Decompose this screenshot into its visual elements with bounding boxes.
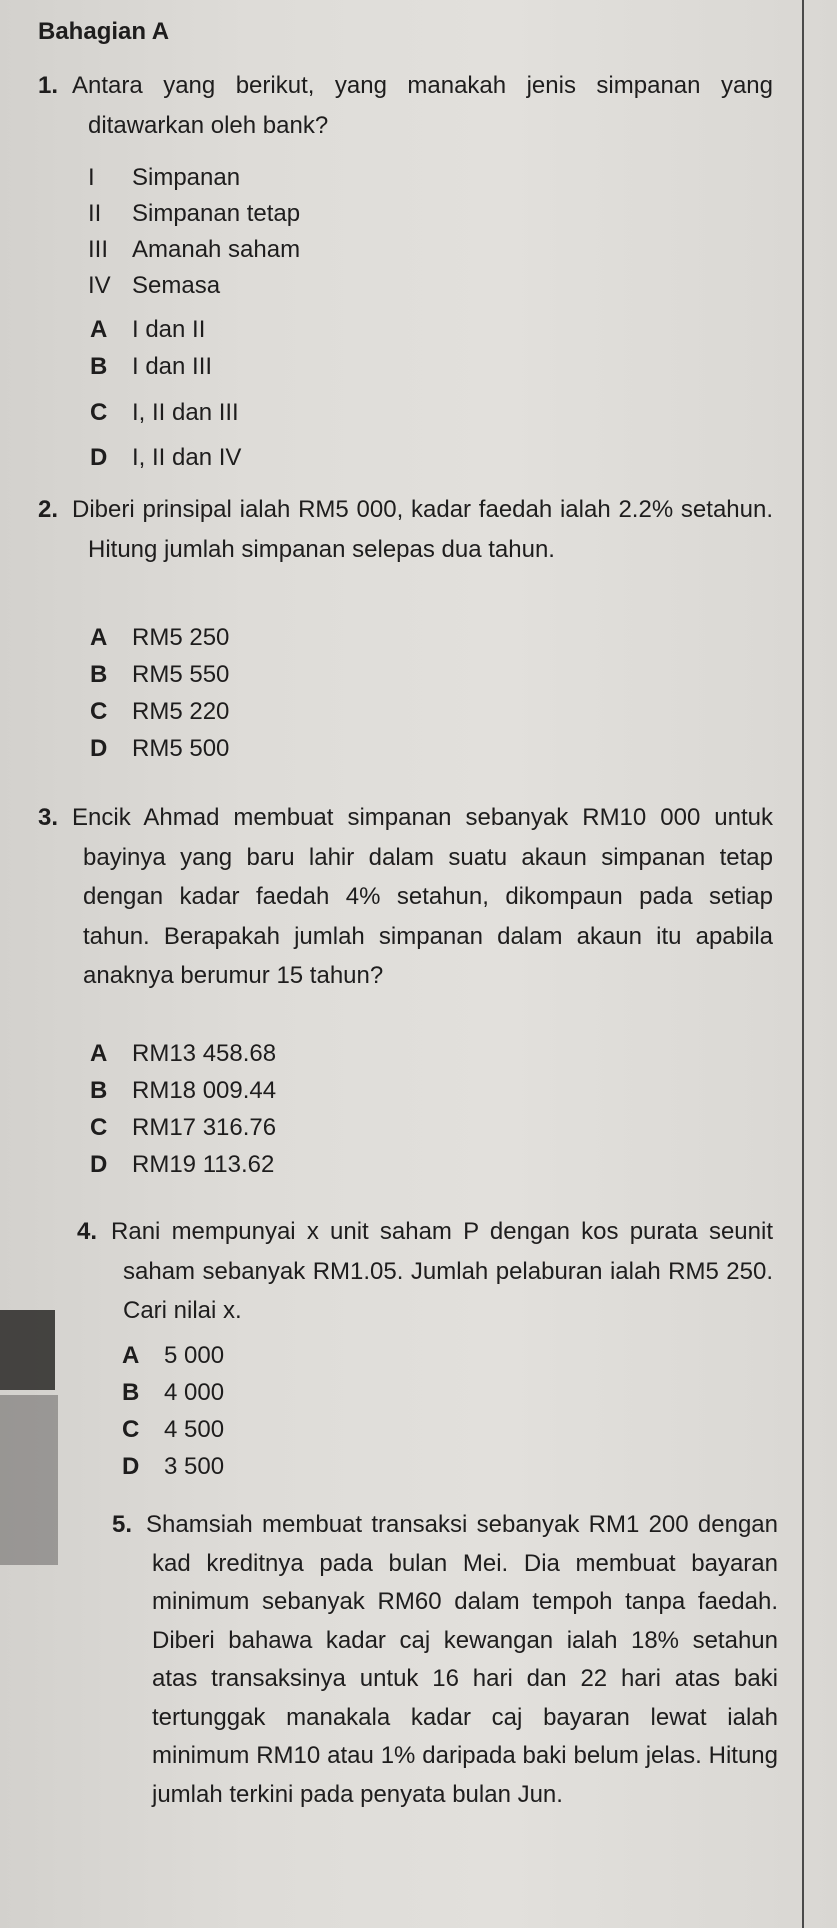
section-title: Bahagian A xyxy=(38,18,170,45)
question-number: 2. xyxy=(38,496,59,523)
question-text: Shamsiah membuat transaksi sebanyak RM1 200 dengan kad kreditnya pada bulan Mei. Dia membuat bayaran minimum sebanyak RM60 dalam tempoh tanpa faedah. Diberi bahawa kadar caj kewangan ialah 18% setahun atas transaksinya untuk 16 hari dan 22 hari atas baki tertunggak manakala kadar caj bayaran lewat ialah minimum RM10 atau 1% daripada baki belum jelas. Hitung jumlah terkini pada penyata bulan Jun. xyxy=(146,1511,778,1808)
statement-1: I Simpanan xyxy=(88,164,241,191)
option-b: B I dan III xyxy=(90,353,213,380)
margin-rule xyxy=(802,0,804,1928)
option-d: D 3 500 xyxy=(122,1453,225,1480)
option-d: D I, II dan IV xyxy=(90,444,242,471)
option-b: B RM5 550 xyxy=(90,661,230,688)
statement-4: IV Semasa xyxy=(88,272,221,299)
option-c: C I, II dan III xyxy=(90,399,239,426)
question-number: 1. xyxy=(38,72,59,99)
option-a: A I dan II xyxy=(90,316,206,343)
question-number: 3. xyxy=(38,804,59,831)
question-1 xyxy=(38,66,773,145)
option-a: A RM5 250 xyxy=(90,624,230,651)
option-b: B RM18 009.44 xyxy=(90,1077,277,1104)
statement-2: II Simpanan tetap xyxy=(88,200,301,227)
question-4 xyxy=(77,1212,773,1331)
question-text: Rani mempunyai x unit saham P dengan kos purata seunit saham sebanyak RM1.05. Jumlah pelaburan ialah RM5 250. Cari nilai x. xyxy=(111,1218,773,1324)
option-a: A 5 000 xyxy=(122,1342,225,1369)
option-b: B 4 000 xyxy=(122,1379,225,1406)
question-5 xyxy=(112,1506,778,1814)
question-text: Antara yang berikut, yang manakah jenis simpanan yang ditawarkan oleh bank? xyxy=(72,72,773,139)
question-text: Encik Ahmad membuat simpanan sebanyak RM10 000 untuk bayinya yang baru lahir dalam suatu akaun simpanan tetap dengan kadar faedah 4% setahun, dikompaun pada setiap tahun. Berapakah jumlah simpanan dalam akaun itu apabila anaknya berumur 15 tahun? xyxy=(72,804,773,989)
question-3 xyxy=(38,798,773,996)
page-edge-shadow xyxy=(0,1395,58,1565)
option-a: A RM13 458.68 xyxy=(90,1040,277,1067)
statement-3: III Amanah saham xyxy=(88,236,301,263)
question-number: 4. xyxy=(77,1218,98,1245)
page-edge-shadow xyxy=(0,1310,55,1390)
option-c: C RM17 316.76 xyxy=(90,1114,277,1141)
question-2 xyxy=(38,490,773,569)
option-d: D RM19 113.62 xyxy=(90,1151,275,1178)
option-c: C 4 500 xyxy=(122,1416,225,1443)
option-d: D RM5 500 xyxy=(90,735,230,762)
question-text: Diberi prinsipal ialah RM5 000, kadar faedah ialah 2.2% setahun. Hitung jumlah simpanan selepas dua tahun. xyxy=(72,496,773,563)
question-number: 5. xyxy=(112,1511,133,1538)
option-c: C RM5 220 xyxy=(90,698,230,725)
